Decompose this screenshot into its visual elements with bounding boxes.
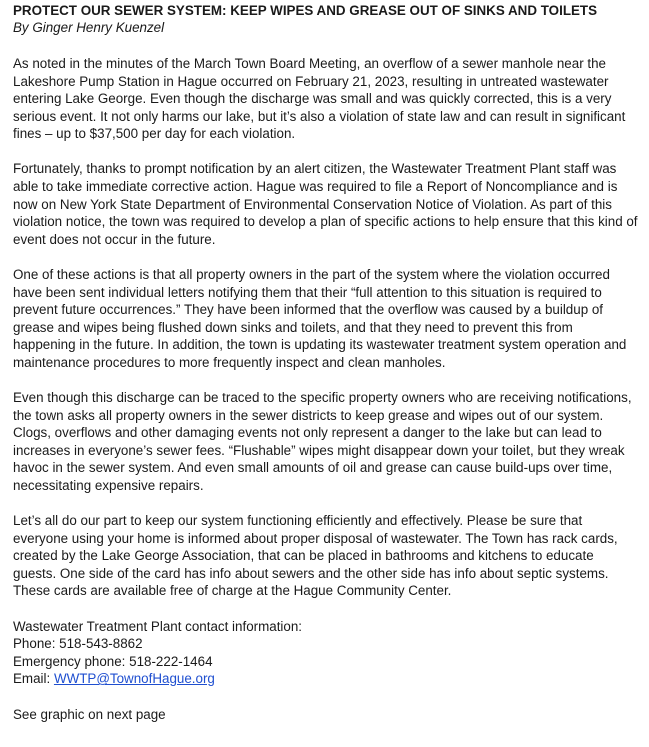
contact-email-link[interactable]: WWTP@TownofHague.org: [53, 671, 215, 687]
contact-heading: Wastewater Treatment Plant contact information:: [13, 618, 303, 634]
article-title: PROTECT OUR SEWER SYSTEM: KEEP WIPES AND GREASE OUT OF SINKS AND TOILETS: [13, 3, 598, 18]
paragraph-keep-grease-out: Even though this discharge can be traced to the specific property owners who are receiving notifications, the town asks all property owners in the sewer districts to keep grease and wipes out of our system. Clogs, overflows and other damaging events not only represent a danger to the lake but can lead to increases in everyone’s sewer fees. “Flushable” wipes might disappear down your toilet, but they wreak havoc in the sewer system. And even small amounts of oil and grease can cause build-ups over time, necessitating expensive repairs.: [13, 390, 632, 493]
contact-email-line: [13, 670, 639, 688]
paragraph-overflow-incident: As noted in the minutes of the March Town Board Meeting, an overflow of a sewer manhole near the Lakeshore Pump Station in Hague occurred on February 21, 2023, resulting in untreated wastewater entering Lake George. Even though the discharge was small and was quickly corrected, this is a very serious event. It not only harms our lake, but it’s also a violation of state law and can result in significant fines – up to $37,500 per day for each violation.: [13, 56, 626, 142]
document-page: [13, 0, 639, 724]
paragraph-rack-cards: Let’s all do our part to keep our system functioning efficiently and effectively. Please be sure that everyone using your home is informed about proper disposal of wastewater. The Town has rack cards, created by the Lake George Association, that can be placed in bathrooms and kitchens to educate guests. One side of the card has info about sewers and the other side has info about septic systems. These cards are available free of charge at the Hague Community Center.: [13, 513, 618, 599]
next-page-note: See graphic on next page: [13, 706, 166, 722]
paragraph-property-owner-letters: One of these actions is that all property owners in the part of the system where the violation occurred have been sent individual letters notifying them that their “full attention to this situation is required to prevent future occurrences.” They have been informed that the overflow was caused by a buildup of grease and wipes being flushed down sinks and toilets, and that they need to prevent this from happening in the future. In addition, the town is updating its wastewater treatment system operation and maintenance procedures to more frequently inspect and clean manholes.: [13, 266, 627, 370]
contact-email-label: Email:: [13, 671, 54, 687]
contact-emergency-phone: Emergency phone: 518-222-1464: [13, 653, 213, 669]
contact-phone: Phone: 518-543-8862: [13, 636, 143, 652]
article-byline: By Ginger Henry Kuenzel: [13, 20, 165, 35]
paragraph-corrective-action: Fortunately, thanks to prompt notification by an alert citizen, the Wastewater Treatment Plant staff was able to take immediate corrective action. Hague was required to file a Report of Noncompliance and is now on New York State Department of Environmental Conservation Notice of Violation. As part of this violation notice, the town was required to develop a plan of specific actions to help ensure that this kind of event does not occur in the future.: [13, 161, 638, 247]
contact-info: [13, 618, 639, 688]
